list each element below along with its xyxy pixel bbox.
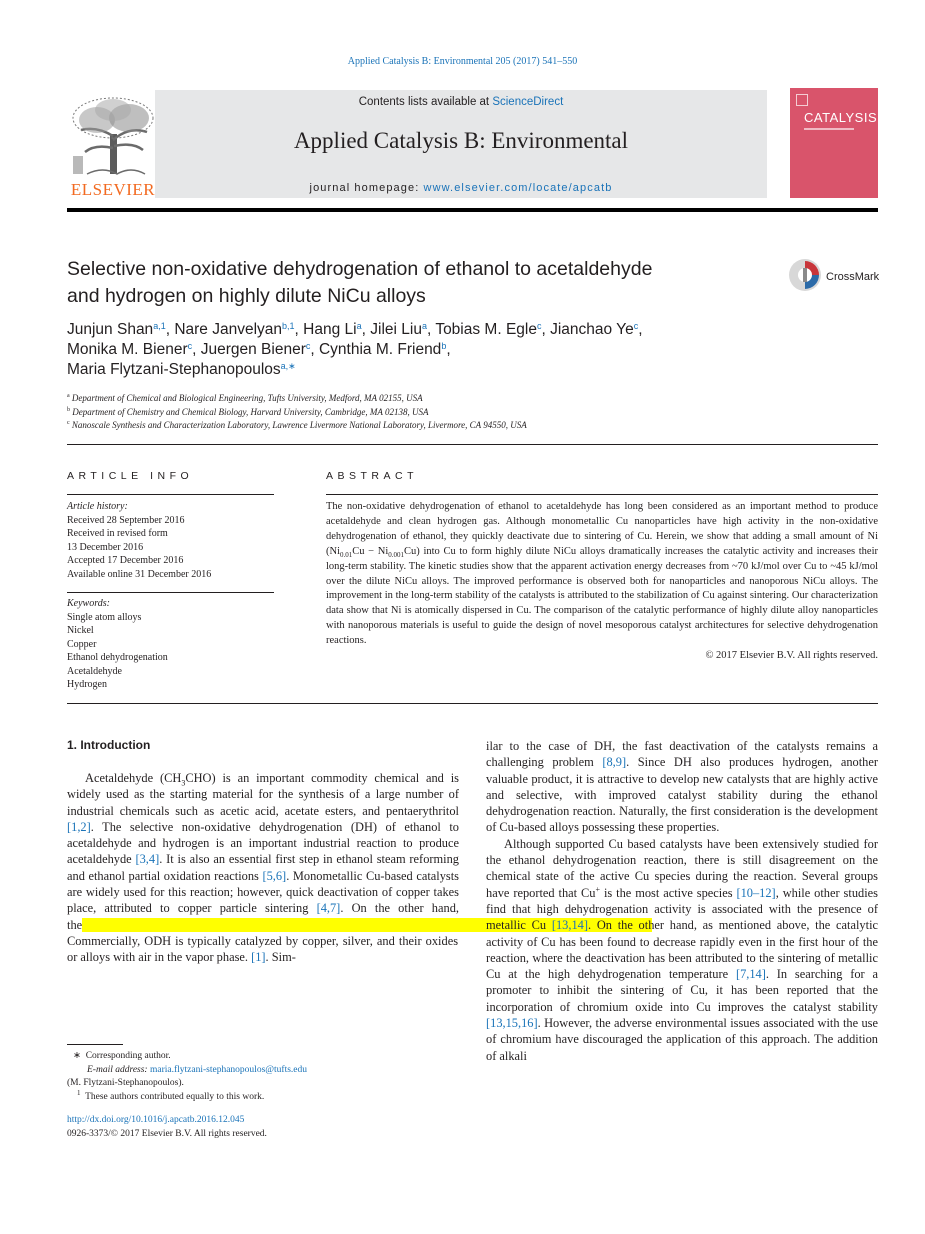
footnote-text: These authors contributed equally to this work. (85, 1091, 265, 1102)
crossmark-label: CrossMark (826, 271, 880, 283)
spacer (67, 1104, 459, 1114)
journal-masthead (155, 90, 767, 198)
text-run: , while other studies find that high dehydrogenation activity is associated with the presence of metallic Cu (486, 885, 878, 933)
formula-mid: Cu − Ni (352, 545, 389, 557)
corresponding-note (67, 1050, 459, 1064)
cover-title: CATALYSIS (804, 110, 878, 125)
affiliation-mark: b (67, 406, 70, 413)
citation-link[interactable]: [4,7] (316, 901, 341, 916)
citation-link[interactable]: [1,2] (67, 819, 91, 834)
affiliations (67, 392, 867, 433)
affiliation-text: Nanoscale Synthesis and Characterization Laboratory, Lawrence Livermore National Laboratory, Livermore, CA 94550, USA (71, 420, 527, 430)
text-run: Although supported Cu based catalysts have been extensively studied for the ethanol dehydrogenation reaction, there is still disagreement on the chemical state of the active Cu species during the reaction. Several groups have reported that Cu (486, 836, 878, 900)
text-run: . However, the adverse environmental issues associated with the use of chromium have discouraged the application of this approach. The addition of alkali (486, 1016, 878, 1063)
footnote-rule (67, 1044, 123, 1045)
author-affil[interactable]: c (187, 341, 193, 351)
abstract-text: The non-oxidative dehydrogenation of ethanol to acetaldehyde has long been considered as an important method to produce acetaldehyde and clean hydrogen gas. Although monometallic Cu nanoparticles have high activity in the non-oxidative dehydrogenation of ethanol, they quickly deactivate due to sintering of Cu. Herein, we show that adding a small amount of Ni (Ni (326, 501, 878, 557)
keyword-item: Single atom alloys (67, 611, 142, 623)
citation-link[interactable]: [1] (251, 950, 266, 965)
crossmark-icon (788, 258, 822, 292)
journal-name: Applied Catalysis B: Environmental (293, 128, 629, 153)
cover-badge-icon (796, 94, 808, 106)
intro-paragraph (486, 836, 878, 1064)
email-note (67, 1064, 459, 1078)
author-name: Jianchao Ye (550, 321, 634, 338)
text-run: . Sim- (265, 950, 296, 965)
affiliation-rule (67, 444, 878, 445)
keyword-item: Acetaldehyde (67, 665, 122, 677)
text-run: . It is also an essential first step in ethanol steam reforming and ethanol partial oxidation reactions (67, 852, 459, 883)
abstract-rule (326, 494, 878, 495)
subscript: 3 (181, 778, 186, 788)
author-affil[interactable]: c (305, 341, 311, 351)
author-name: Junjun Shan (67, 321, 154, 338)
history-item: Available online 31 December 2016 (67, 568, 212, 580)
keyword-item: Ethanol dehydrogenation (67, 652, 168, 663)
author-list: Junjun Shan$^{a,1}$, Nare Janvelyan$^{b,1}$, Hang Li$^a$, Jilei Liu$^a$, Tobias M. Egle$^c$, Jianchao Ye$^c$, Monika M. Biener$^c$, Juergen Biener$^c$, Cynthia M. Friend$^b$, Maria Flytzani-Stephanopoulos$^{a,∗}$ (67, 321, 643, 378)
keyword-item: Copper (67, 638, 97, 650)
doi-link[interactable]: http://dx.doi.org/10.1016/j.apcatb.2016.12.045 (67, 1115, 245, 1125)
author-name: Juergen Biener (200, 341, 306, 358)
history-item: Received in revised form (67, 528, 168, 539)
title-line-1: Selective non-oxidative dehydrogenation of ethanol to acetaldehyde (67, 258, 653, 280)
right-column (486, 738, 878, 1064)
citation-link[interactable]: [7,14] (735, 967, 766, 982)
journal-cover[interactable] (790, 88, 878, 198)
affiliation-mark: c (67, 420, 70, 426)
abstract-text: Cu) into Cu to form highly dilute NiCu alloys dramatically increases the catalytic activity and increases their long-term stability. The kinetic studies show that the apparent activation energy decreases from ~70 kJ/mol over Cu to ~45 kJ/mol over the dilute NiCu alloys. The improved performance is observed both for nanoparticles and nanoporous NiCu alloys. The improvement in the long-term stability of the catalysts is attributed to the stabilization of Cu against sintering. Our characterization data show that Ni is atomically dispersed in Cu. The comparison of the catalytic performance of highly dilute alloy nanoparticles with nanoporous materials is useful to guide the design of novel mesoporous catalyst architectures for selective dehydrogenation reactions. (326, 545, 878, 647)
citation-link[interactable]: [13,15,16] (486, 1016, 538, 1031)
sciencedirect-link[interactable]: ScienceDirect (492, 96, 564, 108)
author-affil[interactable]: a (356, 321, 362, 331)
text-run: ilar to the case of DH, the fast deactivation of the catalysts remains a challenging problem (486, 739, 878, 770)
citation-link[interactable]: [8,9] (602, 755, 627, 770)
text-run: . On the other hand, the (67, 901, 459, 932)
keywords-rule (67, 592, 274, 593)
abstract-copyright: © 2017 Elsevier B.V. All rights reserved. (705, 650, 878, 662)
author-name: Hang Li (303, 321, 357, 338)
contents-prefix: Contents lists available at (358, 96, 493, 108)
history-item: Accepted 17 December 2016 (67, 555, 184, 566)
affiliation-item (67, 392, 867, 406)
superscript: + (595, 884, 601, 894)
text-run: is the most active species (600, 885, 737, 900)
affiliation-text: Department of Chemistry and Chemical Biology, Harvard University, Cambridge, MA 02138, USA (72, 406, 429, 417)
author-affil[interactable]: a,1 (153, 321, 166, 331)
affiliation-item (67, 419, 867, 433)
intro-paragraph (486, 738, 878, 836)
author-affil[interactable]: a,∗ (280, 361, 296, 371)
intro-paragraph (67, 770, 459, 966)
author-name: Jilei Liu (370, 321, 422, 338)
article-info-heading: ARTICLE INFO (67, 470, 194, 482)
tree-icon (67, 96, 159, 180)
footnotes (67, 1050, 459, 1141)
citation-link[interactable]: [10–12] (736, 885, 776, 900)
cover-divider (804, 128, 854, 130)
email-owner: (M. Flytzani-Stephanopoulos). (67, 1078, 184, 1088)
author-name: Nare Janvelyan (174, 321, 283, 338)
text-run: . In searching for a promoter to inhibit the sintering of Cu, it has been reported that the incorporation of chromium oxide into Cu improves the catalyst stability (486, 967, 879, 1014)
footnote-mark: 1 (77, 1088, 81, 1097)
history-label: Article history: (67, 501, 128, 512)
abstract-heading: ABSTRACT (326, 470, 419, 482)
article-history (67, 500, 274, 581)
crossmark-badge[interactable] (788, 258, 878, 294)
elsevier-logo (67, 96, 159, 200)
citation-link[interactable]: [5,6] (262, 868, 287, 883)
formula-sub: 0.001 (388, 550, 405, 559)
abstract-body (326, 500, 878, 664)
left-column (67, 770, 459, 966)
text-run: . Monometallic Cu-based catalysts are widely used for this reaction; however, quick deactivation of copper takes place, attributed to copper particle sintering (67, 868, 459, 916)
citation-link[interactable]: [3,4] (135, 852, 160, 867)
email-link[interactable]: maria.flytzani-stephanopoulos@tufts.edu (149, 1064, 307, 1075)
article-info-rule (67, 494, 274, 495)
keyword-item: Hydrogen (67, 679, 107, 690)
section-heading: 1. Introduction (67, 738, 151, 752)
author-name: Tobias M. Egle (435, 321, 537, 338)
email-label: E-mail address: (87, 1064, 150, 1075)
keywords-label: Keywords: (67, 598, 110, 609)
keyword-item: Nickel (67, 625, 94, 636)
author-affil[interactable]: a (421, 321, 427, 331)
history-item: 13 December 2016 (67, 541, 144, 553)
title-line-2: and hydrogen on highly dilute NiCu alloys (67, 285, 426, 307)
author-name: Maria Flytzani-Stephanopoulos (67, 361, 281, 378)
text-run: Commercially, ODH is typically catalyzed by copper, silver, and their oxides or alloys with air in the vapor phase. (67, 933, 459, 965)
elsevier-wordmark: ELSEVIER (70, 180, 156, 199)
keywords (67, 597, 274, 692)
issn-line: 0926-3373/© 2017 Elsevier B.V. All rights reserved. (67, 1128, 267, 1139)
author-affil[interactable]: b,1 (282, 321, 295, 331)
text-run: CHO) is an important commodity chemical and is widely used as the starting material for the synthesis of a large number of industrial chemicals such as acetic acid, acetate esters, and pentaerythritol (67, 771, 459, 818)
footnote-mark: ∗ (73, 1051, 81, 1061)
homepage-link[interactable]: www.elsevier.com/locate/apcatb (423, 182, 613, 194)
history-item: Received 28 September 2016 (67, 514, 185, 526)
equal-contribution-note (67, 1088, 459, 1105)
text-run: Acetaldehyde (CH (85, 771, 182, 785)
homepage-prefix: journal homepage: (309, 182, 424, 194)
citation-link[interactable]: [13,14] (551, 918, 588, 933)
article-title (67, 256, 767, 310)
author-affil[interactable]: c (633, 321, 639, 331)
header-rule (67, 208, 878, 212)
author-affil[interactable]: c (536, 321, 542, 331)
text-run: . Since DH also produces hydrogen, another valuable product, it is attractive to develop new catalysts that are highly active and selective, with improved catalyst stability during the ethanol dehydrogenation reaction. Naturally, the first consideration is the development of Cu-based alloys possessing these properties. (486, 755, 878, 835)
author-name: Cynthia M. Friend (318, 341, 442, 358)
affiliation-mark: a (67, 393, 70, 399)
affiliation-text: Department of Chemical and Biological Engineering, Tufts University, Medford, MA 02155, USA (71, 393, 423, 403)
homepage-line (155, 182, 767, 194)
author-affil[interactable]: b (441, 341, 447, 351)
contents-line (155, 96, 767, 108)
text-run: . The selective non-oxidative dehydrogenation (DH) of ethanol to acetaldehyde and hydrogen is an important industrial reaction to produce acetaldehyde (67, 819, 459, 867)
text-run: . On the other hand, as mentioned above, the catalytic activity of Cu has been found to decrease rapidly even in the first hour of the reaction, where the deactivation has been attributed to the sintering of metallic Cu at the high dehydrogenation temperature (486, 918, 879, 982)
journal-reference[interactable]: Applied Catalysis B: Environmental 205 (2017) 541–550 (347, 56, 578, 67)
footnote-text: Corresponding author. (85, 1051, 171, 1061)
formula-sub: 0.01 (340, 550, 353, 559)
author-name: Monika M. Biener (67, 341, 188, 358)
affiliation-item (67, 406, 867, 420)
abstract-bottom-rule (67, 703, 878, 704)
